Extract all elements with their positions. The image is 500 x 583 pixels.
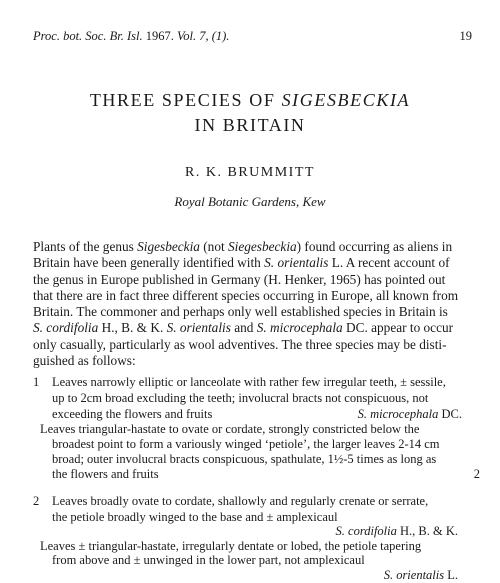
journal-volume: Vol. 7, (1). (176, 29, 230, 43)
key-line: the petiole broadly winged to the base and ± amplexicaul (52, 510, 338, 524)
species-name: S. microcephala (357, 407, 439, 421)
key-line: broadest point to form a variously winged ‘petiole’, the larger leaves 2-14 cm (52, 437, 440, 451)
key-couplet-number: 1 (33, 375, 40, 389)
key-goto: 2 (473, 467, 480, 481)
genus-misspelling: Siegesbeckia (228, 239, 297, 254)
key-result (358, 407, 462, 423)
species-name: S. cordifolia (335, 524, 397, 538)
text-run: Plants of the genus (33, 239, 138, 254)
key-line: Leaves broadly ovate to cordate, shallowly and regularly crenate or serrate, (52, 494, 429, 508)
text-run: DC. appear to occur (342, 320, 454, 336)
species-name: S. orientalis (383, 568, 445, 582)
text-run: and (230, 320, 257, 336)
key-result (336, 524, 458, 540)
intro-line: Britain. The commoner and perhaps only well established species in Britain is (33, 304, 448, 320)
intro-line: the genus in Europe published in Germany (H. Henker, 1965) has pointed out (33, 271, 446, 287)
species-name: S. microcephala (256, 320, 343, 336)
key-line: Leaves triangular-hastate to ovate or cordate, strongly constricted below the (40, 422, 420, 436)
key-line: broad; outer involucral bracts conspicuous, spathulate, 1½-5 times as long as (52, 452, 437, 466)
species-name: S. cordifolia (33, 320, 99, 336)
text-run: H., B. & K. (98, 320, 167, 336)
author-name: R. K. BRUMMITT (185, 165, 315, 180)
text-run: ) found occurring as aliens in (296, 239, 453, 254)
authority: L. (444, 568, 458, 582)
key-line: exceeding the flowers and fruits (52, 407, 213, 421)
species-name: S. orientalis (166, 320, 231, 336)
text-run: Britain have been generally identified with (33, 255, 265, 271)
intro-line: only casually, particularly as wool adventives. The three species may be disti- (33, 336, 447, 352)
article-title-line-2: IN BRITAIN (194, 115, 306, 135)
genus-name: Sigesbeckia (137, 239, 200, 254)
key-line: Leaves narrowly elliptic or lanceolate with rather few irregular teeth, ± sessile, (52, 375, 446, 389)
page-number: 19 (459, 29, 472, 43)
intro-line: that there are in fact three different species occurring in Europe, all known from (33, 287, 459, 303)
key-line: the flowers and fruits (52, 467, 159, 481)
key-couplet-number: 2 (33, 494, 40, 508)
key-line: Leaves ± triangular-hastate, irregularly dentate or lobed, the petiole tapering (40, 539, 422, 553)
author-affiliation: Royal Botanic Gardens, Kew (174, 194, 326, 209)
authority: DC. (438, 407, 462, 421)
key-line: from above and ± unwinged in the lower part, not amplexicaul (52, 553, 365, 567)
title-genus: SIGESBECKIA (281, 90, 411, 110)
species-name: S. orientalis (264, 255, 329, 271)
journal-year: 1967. (145, 29, 174, 43)
authority: H., B. & K. (396, 524, 458, 538)
journal-abbrev: Proc. bot. Soc. Br. Isl. (33, 29, 143, 43)
intro-line: guished as follows: (33, 353, 136, 369)
title-prefix: THREE SPECIES OF (89, 90, 276, 110)
key-line: up to 2cm broad excluding the teeth; involucral bracts not conspicuous, not (52, 391, 429, 405)
text-run: (not (199, 239, 228, 254)
key-result (384, 568, 458, 583)
text-run: L. A recent account of (328, 255, 450, 271)
